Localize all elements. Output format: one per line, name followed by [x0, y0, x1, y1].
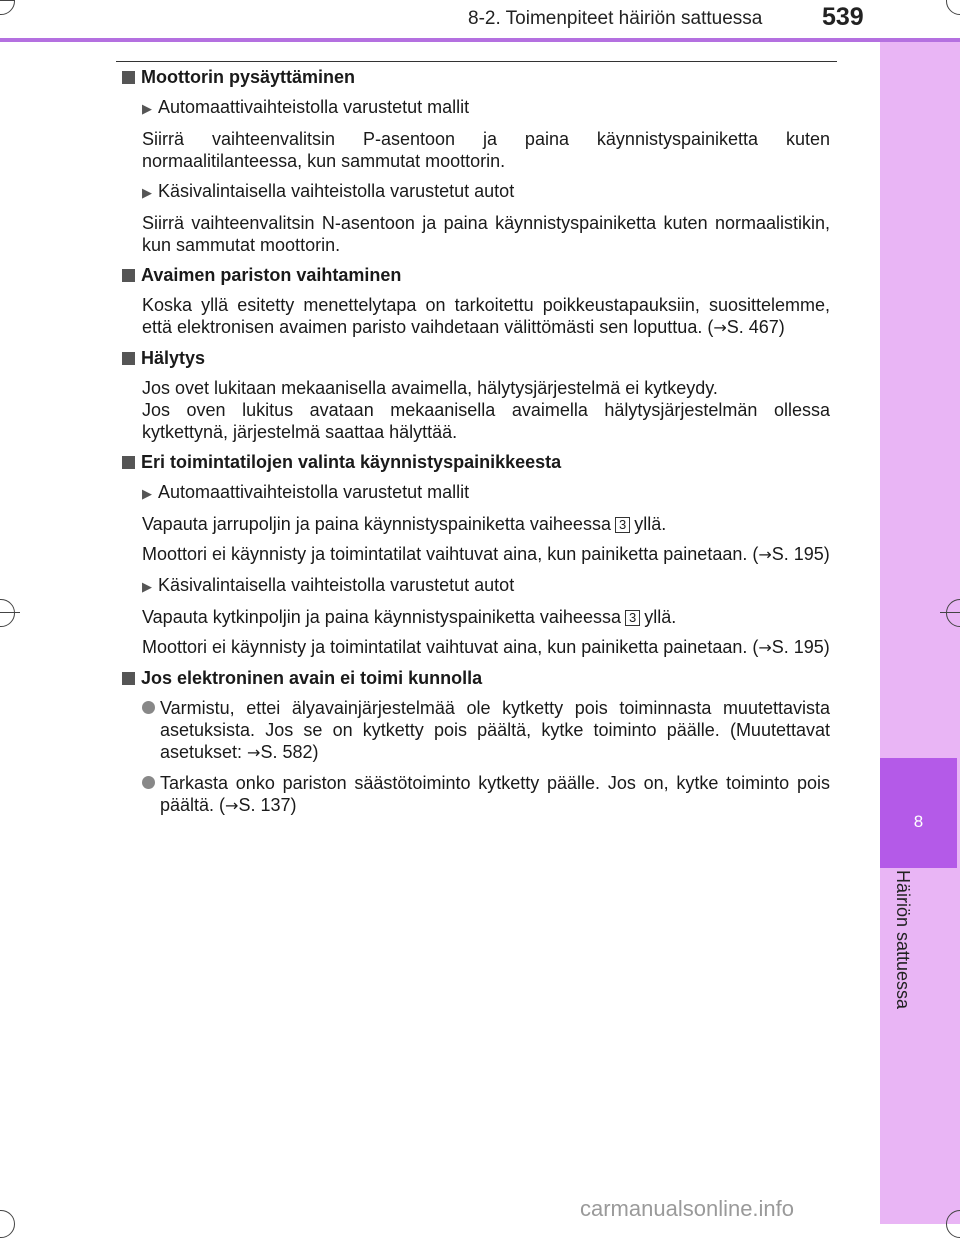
- chapter-sidebar: [880, 42, 960, 1224]
- square-bullet-icon: [122, 71, 135, 84]
- page-reference[interactable]: S. 195): [771, 637, 830, 657]
- page-reference[interactable]: S. 137): [238, 795, 297, 815]
- page-content: [122, 66, 830, 825]
- chapter-tab-number: 8: [913, 812, 924, 831]
- arrow-icon: →: [758, 638, 772, 657]
- arrow-icon: →: [225, 796, 239, 815]
- section-heading: Moottorin pysäyttäminen: [122, 66, 830, 88]
- circle-bullet-icon: [142, 776, 155, 789]
- page-number: 539: [822, 3, 864, 31]
- arrow-icon: →: [713, 318, 727, 337]
- square-bullet-icon: [122, 672, 135, 685]
- step-number-box: 3: [615, 517, 630, 533]
- paragraph: Siirrä vaihteenvalitsin N-asentoon ja paina käynnistyspainiketta kuten normaalistikin, kun sammutat moottorin.: [142, 213, 830, 255]
- list-item: Varmistu, ettei älyavainjärjestelmää ole kytketty pois toiminnasta muutettavista asetuksista. Jos se on kytketty pois päältä, kytke toiminto päälle. (Muutettavat asetukset: →S. 582): [122, 697, 830, 764]
- subheading: ▶ Automaattivaihteistolla varustetut mallit: [122, 96, 830, 120]
- step-number-box: 3: [625, 610, 640, 626]
- square-bullet-icon: [122, 269, 135, 282]
- page-reference[interactable]: S. 195): [771, 544, 830, 564]
- paragraph: Moottori ei käynnisty ja toimintatilat vaihtuvat aina, kun painiketta painetaan. (→S. 195): [142, 544, 830, 564]
- paragraph: Vapauta jarrupoljin ja paina käynnistyspainiketta vaiheessa 3 yllä.: [142, 514, 667, 534]
- circle-bullet-icon: [142, 701, 155, 714]
- section-heading: Jos elektroninen avain ei toimi kunnolla: [122, 667, 830, 689]
- page-reference[interactable]: S. 582): [260, 742, 319, 762]
- paragraph: Vapauta kytkinpoljin ja paina käynnistyspainiketta vaiheessa 3 yllä.: [142, 607, 677, 627]
- square-bullet-icon: [122, 352, 135, 365]
- paragraph: Jos ovet lukitaan mekaanisella avaimella, hälytysjärjestelmä ei kytkeydy.: [142, 378, 718, 398]
- square-bullet-icon: [122, 456, 135, 469]
- subheading: ▶ Käsivalintaisella vaihteistolla varustetut autot: [122, 180, 830, 204]
- page-reference[interactable]: S. 467): [726, 317, 785, 337]
- triangle-icon: ▶: [142, 185, 152, 200]
- arrow-icon: →: [247, 743, 261, 762]
- triangle-icon: ▶: [142, 579, 152, 594]
- section-heading: Eri toimintatilojen valinta käynnistyspainikkeesta: [122, 451, 830, 473]
- paragraph: Koska yllä esitetty menettelytapa on tarkoitettu poikkeustapauksiin, suosittelemme, että elektronisen avaimen paristo vaihdetaan välittömästi sen loputtua. (→S. 467): [142, 295, 830, 337]
- paragraph: Siirrä vaihteenvalitsin P-asentoon ja paina käynnistyspainiketta kuten normaalitilanteessa, kun sammutat moottorin.: [142, 129, 830, 171]
- paragraph: Jos oven lukitus avataan mekaanisella avaimella hälytysjärjestelmän ollessa kytkettynä, järjestelmä saattaa hälyttää.: [142, 400, 830, 442]
- subheading: ▶ Käsivalintaisella vaihteistolla varustetut autot: [122, 574, 830, 598]
- triangle-icon: ▶: [142, 101, 152, 116]
- paragraph: Moottori ei käynnisty ja toimintatilat vaihtuvat aina, kun painiketta painetaan. (→S. 195): [142, 637, 830, 657]
- triangle-icon: ▶: [142, 486, 152, 501]
- subheading: ▶ Automaattivaihteistolla varustetut mallit: [122, 481, 830, 505]
- chapter-title: 8-2. Toimenpiteet häiriön sattuessa: [468, 8, 763, 29]
- section-heading: Avaimen pariston vaihtaminen: [122, 264, 830, 286]
- watermark: carmanualsonline.info: [580, 1196, 795, 1221]
- section-heading: Hälytys: [122, 347, 830, 369]
- arrow-icon: →: [758, 545, 772, 564]
- header-rule: [0, 38, 960, 42]
- content-top-rule: [116, 61, 837, 62]
- section-label: Häiriön sattuessa: [893, 870, 913, 1010]
- list-item: Tarkasta onko pariston säästötoiminto kytketty päälle. Jos on, kytke toiminto pois päältä. (→S. 137): [122, 772, 830, 817]
